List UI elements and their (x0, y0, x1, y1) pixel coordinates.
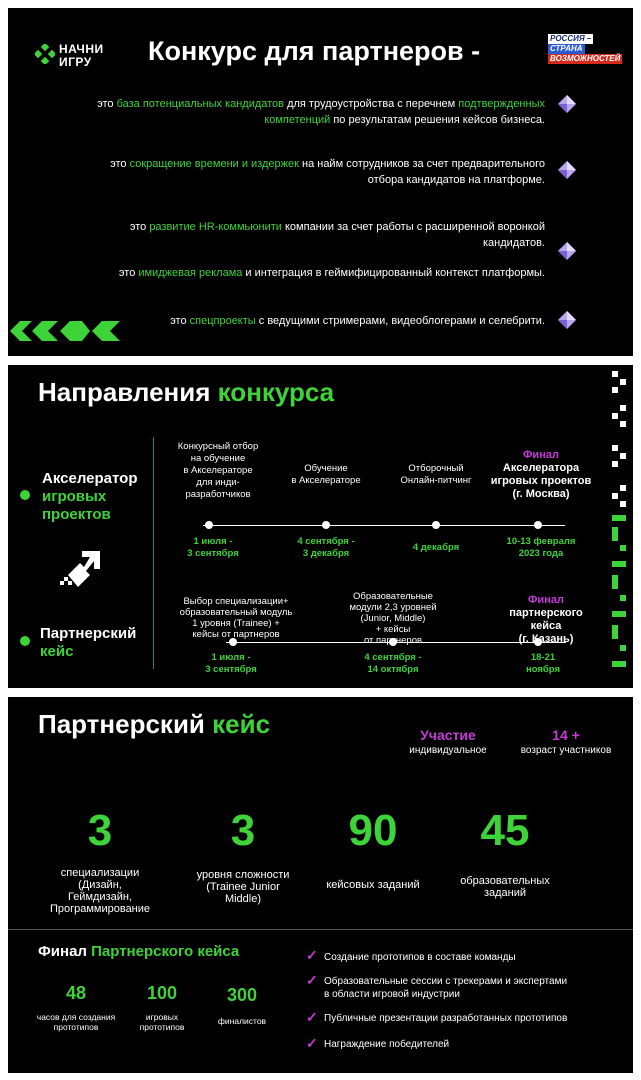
t1-step2-text: Обучение в Акселераторе (291, 463, 361, 486)
t2-step2-text: Образовательные модули 2,3 уровней (Junior, Middle) + кейсы от партнеров (349, 591, 437, 646)
check-icon: ✓ (306, 1035, 318, 1051)
stat-case-tasks: 90 кейсовых заданий (326, 806, 420, 891)
bullet-icon (20, 490, 30, 500)
slide2-title: Направления конкурса (38, 377, 335, 407)
t1-step3-text: Отборочный Онлайн-питчинг (400, 463, 472, 486)
benefit-item-1: это база потенциальных кандидатов для трудоустройства с перечнем подтвержденных компетенций по результатам решения кейсов бизнеса. (97, 98, 545, 126)
timeline-1-line (203, 525, 565, 526)
t1-step3-date: 4 декабря (412, 542, 460, 553)
final-title: Финал Партнерского кейса (38, 943, 240, 960)
vertical-divider (153, 437, 154, 669)
pixel-pattern-icon (608, 365, 630, 685)
t2-step1-date: 1 июля - 3 сентября (205, 652, 257, 675)
section-divider (8, 929, 633, 930)
timeline-dot (432, 521, 440, 529)
slide1-title: Конкурс для партнеров - (148, 36, 481, 66)
stat-specializations: 3 специализации (Дизайн, Геймдизайн, Программирование (49, 806, 151, 915)
timeline-dot (205, 521, 213, 529)
slide-partner-case (8, 697, 633, 1073)
bullet-icon (20, 636, 30, 646)
check-item-4: Награждение победителей (324, 1039, 450, 1050)
stat-levels: 3 уровня сложности (Trainee Junior Middle) (196, 806, 290, 905)
diamond-icon (558, 161, 576, 179)
timeline-dot (534, 521, 542, 529)
logo-line2: ИГРУ (59, 55, 92, 69)
check-item-2: Образовательные сессии с трекерами и экспертами в области игровой индустрии (324, 976, 568, 1000)
participation: Участие индивидуальное (409, 727, 487, 756)
benefit-item-4: это имиджевая реклама и интеграция в геймифицированный контекст платформы. (118, 267, 545, 279)
t2-step3-date: 18-21 ноября (525, 652, 561, 675)
t1-step4-date: 10-13 февраля 2023 года (506, 536, 576, 559)
check-icon: ✓ (306, 972, 318, 988)
pixel-arrow-icon (60, 547, 106, 587)
slide-directions: Направления конкурса Акселератор игровых проектов Партнерский кейс Конкурсный отбор на обучение в Акселераторе для инди- разработчиков Обучение в Акселераторе Отборочный Онлайн-питчинг Финал Акселератора игровых проектов (г. Москва) 1 июля - 3 сентября 4 сентября - 3 декабря 4 декабря 10-13 февраля 2023 года Выбор специализации+ образовательный модуль 1 уровня (Trainee) + кейсы от партнеров Образовательные модули 2,3 уровней (Junior, Middle) + кейсы от партнеров Финал партнерского кейса (г. Казань) 1 июля - 3 сентября 4 сентября - 14 октября 18-21 ноября (8, 365, 633, 688)
badge-line2: СТРАНА (550, 44, 583, 53)
age-limit: 14 + возраст участников (520, 727, 612, 756)
logo (35, 40, 115, 70)
t2-step2-date: 4 сентября - 14 октября (364, 652, 422, 675)
t1-step4-text: Финал Акселератора игровых проектов (г. Москва) (490, 449, 592, 500)
t2-step3-text: Финал партнерского кейса (г. Казань) (509, 594, 583, 645)
t1-step1-date: 1 июля - 3 сентября (187, 536, 239, 559)
diamond-icon (558, 311, 576, 329)
logo-line1: НАЧНИ (59, 42, 104, 56)
benefit-item-5: это спецпроекты с ведущими стримерами, видеоблогерами и селебрити. (170, 315, 545, 327)
diamond-icon (558, 242, 576, 260)
slide-partners-contest (8, 8, 633, 356)
benefit-item-2: это сокращение времени и издержек на найм сотрудников за счет предварительного отбора кандидатов на платформе. (110, 158, 545, 186)
check-icon: ✓ (306, 1009, 318, 1025)
badge-line1: РОССИЯ – (550, 34, 592, 43)
t2-step1-text: Выбор специализации+ образовательный модуль 1 уровня (Trainee) + кейсы от партнеров (179, 596, 293, 640)
t1-step2-date: 4 сентября - 3 декабря (297, 536, 355, 559)
benefit-item-3: это развитие HR-коммьюнити компании за счет работы с расширенной воронкой кандидатов. (129, 221, 545, 249)
chevron-ornament-icon (10, 321, 122, 341)
diamond-icon (558, 95, 576, 113)
check-item-1: Создание прототипов в составе команды (324, 952, 516, 963)
russia-badge (548, 34, 621, 64)
t1-step1-text: Конкурсный отбор на обучение в Акселераторе для инди- разработчиков (177, 441, 259, 500)
check-icon: ✓ (306, 947, 318, 963)
slide3-title: Партнерский кейс (38, 709, 271, 739)
final-stat-hours: 48 часов для создания прототипов (36, 983, 116, 1032)
check-item-3: Публичные презентации разработанных прототипов (324, 1013, 568, 1024)
logo-mark-icon (35, 44, 55, 64)
final-stat-prototypes: 100 игровых прототипов (139, 983, 185, 1032)
timeline-dot (322, 521, 330, 529)
badge-line3: ВОЗМОЖНОСТЕЙ (550, 54, 621, 63)
final-stat-finalists: 300 финалистов (217, 985, 267, 1026)
stat-edu-tasks: 45 образовательных заданий (460, 806, 550, 899)
